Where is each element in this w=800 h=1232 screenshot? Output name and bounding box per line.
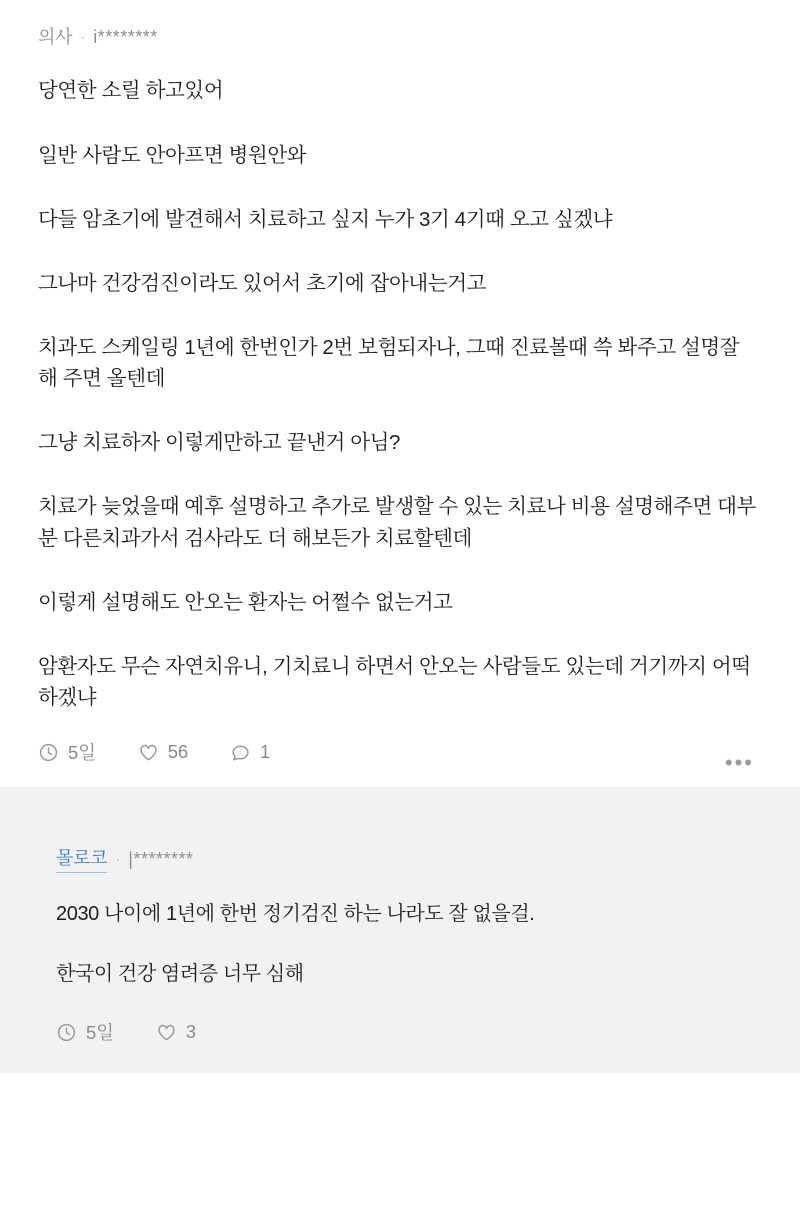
more-options-icon[interactable]: ••• [724, 750, 754, 776]
comment-item [0, 821, 800, 1071]
comment-body [56, 899, 762, 990]
reply-section [0, 821, 800, 1073]
comment-paragraph: 일반 사람도 안아프면 병원안와 [38, 143, 307, 167]
comment-paragraph: 그냥 치료하자 이렇게만하고 끝낸거 아님? [38, 431, 401, 455]
clock-icon [38, 742, 59, 763]
heart-icon [156, 1022, 177, 1043]
clock-icon [56, 1022, 77, 1043]
timestamp-label: 5일 [86, 1022, 114, 1044]
comment-paragraph: 그나마 건강검진이라도 있어서 초기에 잡아내는거고 [38, 271, 487, 295]
comment-paragraph: 한국이 건강 염려증 너무 심해 [56, 963, 304, 986]
comment-count: 1 [259, 741, 271, 763]
comment-handle: i******** [93, 27, 158, 47]
section-divider [0, 787, 800, 821]
comment-paragraph: 치과도 스케일링 1년에 한번인가 2번 보험되자나, 그때 진료볼때 쓱 봐주고 설명잘 해 주면 올텐데 [38, 336, 740, 391]
comment-bubble-icon [230, 742, 251, 763]
comment-meta [56, 847, 762, 872]
like-button[interactable] [156, 1021, 196, 1043]
timestamp-label: 5일 [68, 742, 96, 764]
like-count: 3 [185, 1021, 196, 1043]
timestamp [56, 1019, 114, 1045]
meta-separator: · [115, 851, 121, 869]
comment-author[interactable]: 의사 [38, 27, 73, 47]
comment-handle: |******** [128, 849, 194, 870]
like-count: 56 [167, 741, 188, 763]
comment-paragraph: 암환자도 무슨 자연치유니, 기치료니 하면서 안오는 사람들도 있는데 거기까지 어떡하겠냐 [38, 654, 751, 710]
comment-body [38, 75, 762, 713]
comment-actions [38, 739, 762, 787]
heart-icon [138, 742, 159, 763]
comment-paragraph: 다들 암초기에 발견해서 치료하고 싶지 누가 3기 4기때 오고 싶겠냐 [38, 207, 613, 231]
reply-button[interactable] [230, 741, 270, 763]
comment-paragraph: 치료가 늦었을때 예후 설명하고 추가로 발생할 수 있는 치료나 비용 설명해주면 대부분 다른치과가서 검사라도 더 해보든가 치료할텐데 [38, 495, 756, 550]
comment-meta [38, 26, 762, 49]
comment-author[interactable]: 몰로코 [56, 847, 107, 872]
like-button[interactable] [138, 741, 188, 763]
comment-paragraph: 당연한 소릴 하고있어 [38, 79, 224, 103]
comment-paragraph: 2030 나이에 1년에 한번 정기검진 하는 나라도 잘 없을걸. [56, 902, 535, 925]
meta-separator: · [80, 28, 86, 46]
timestamp [38, 739, 96, 765]
comment-actions [56, 1019, 762, 1071]
page-bottom-spacer [0, 1073, 800, 1099]
comment-paragraph: 이렇게 설명해도 안오는 환자는 어쩔수 없는거고 [38, 590, 453, 614]
